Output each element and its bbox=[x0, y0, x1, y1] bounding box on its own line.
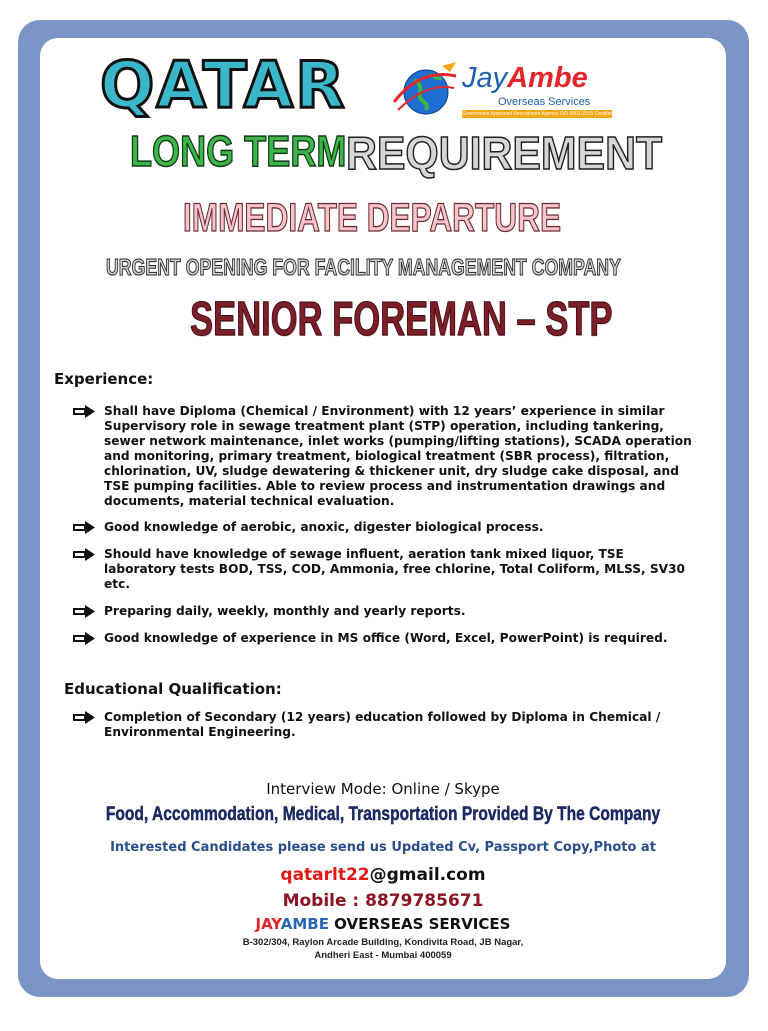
arrow-bullet-icon bbox=[72, 521, 96, 534]
company-name bbox=[40, 915, 726, 933]
experience-item-5: Good knowledge of experience in MS office (Word, Excel, PowerPoint) is required. bbox=[104, 631, 668, 645]
list-item bbox=[72, 520, 692, 535]
arrow-bullet-icon bbox=[72, 711, 96, 724]
logo-wordmark bbox=[462, 64, 588, 93]
logo-jay: Jay bbox=[462, 62, 508, 94]
globe-icon bbox=[390, 58, 458, 124]
experience-item-1: Shall have Diploma (Chemical / Environment) with 12 years’ experience in similar Supervisory role in sewage treatment plant (STP) operation, including tankering, sewer network maintenance, inlet works (pumping/lifting stations), SCADA operation and monitoring, primary treatment, biological treatment (SBR process), filtration, chlorination, UV, sludge dewatering & thickener unit, dry sludge cake disposal, and TSE pumping facilities. Able to review process and instrumentation drawings and documents, material technical evaluation. bbox=[104, 404, 692, 508]
interview-mode: Interview Mode: Online / Skype bbox=[266, 780, 500, 798]
departure-heading: IMMEDIATE DEPARTURE bbox=[183, 196, 562, 240]
logo-subtitle: Overseas Services bbox=[498, 96, 591, 108]
address-line-1: B-302/304, Raylon Arcade Building, Kondivita Road, JB Nagar, bbox=[242, 937, 524, 948]
contact-email[interactable] bbox=[40, 865, 726, 885]
experience-list bbox=[72, 404, 692, 646]
arrow-bullet-icon bbox=[72, 605, 96, 618]
list-item bbox=[72, 710, 692, 740]
job-poster bbox=[40, 38, 726, 979]
education-list bbox=[72, 710, 692, 740]
company-ambe: AMBE bbox=[280, 915, 329, 933]
company-jay: JAY bbox=[255, 915, 281, 933]
application-instruction: Interested Candidates please send us Updated Cv, Passport Copy,Photo at bbox=[110, 840, 656, 855]
email-domain: @gmail.com bbox=[369, 865, 486, 885]
list-item bbox=[72, 547, 692, 592]
opening-heading: URGENT OPENING FOR FACILITY MANAGEMENT COMPANY bbox=[106, 254, 621, 280]
experience-item-3: Should have knowledge of sewage influent, aeration tank mixed liquor, TSE laboratory tests BOD, TSS, COD, Ammonia, free chlorine, Total Coliform, MLSS, SV30 etc. bbox=[104, 547, 686, 591]
arrow-bullet-icon bbox=[72, 548, 96, 561]
education-title: Educational Qualification: bbox=[64, 680, 282, 698]
company-rest: OVERSEAS SERVICES bbox=[328, 915, 511, 933]
experience-title: Experience: bbox=[54, 370, 154, 388]
address-line-2: Andheri East - Mumbai 400059 bbox=[314, 950, 452, 961]
arrow-bullet-icon bbox=[72, 405, 96, 418]
position-title: SENIOR FOREMAN – STP bbox=[190, 293, 613, 346]
country-heading: QATAR bbox=[100, 49, 347, 123]
logo-ambe: Ambe bbox=[507, 62, 588, 94]
email-user: qatarlt22 bbox=[280, 865, 370, 885]
logo-tagline: Government Approved Recruitment Agency ISO 9001:2015 Certified Company bbox=[462, 111, 636, 117]
company-logo bbox=[390, 58, 636, 126]
experience-item-4: Preparing daily, weekly, monthly and yearly reports. bbox=[104, 604, 466, 618]
contact-mobile[interactable]: Mobile : 8879785671 bbox=[282, 891, 484, 911]
list-item bbox=[72, 631, 692, 646]
list-item bbox=[72, 604, 692, 619]
arrow-bullet-icon bbox=[72, 632, 96, 645]
term-heading: LONG TERM bbox=[130, 127, 347, 176]
experience-item-2: Good knowledge of aerobic, anoxic, digester biological process. bbox=[104, 520, 544, 534]
requirement-heading: REQUIREMENT bbox=[346, 127, 663, 179]
list-item bbox=[72, 404, 692, 509]
benefits-line: Food, Accommodation, Medical, Transportation Provided By The Company bbox=[105, 804, 661, 825]
education-item-1: Completion of Secondary (12 years) education followed by Diploma in Chemical / Environmental Engineering. bbox=[104, 710, 661, 739]
